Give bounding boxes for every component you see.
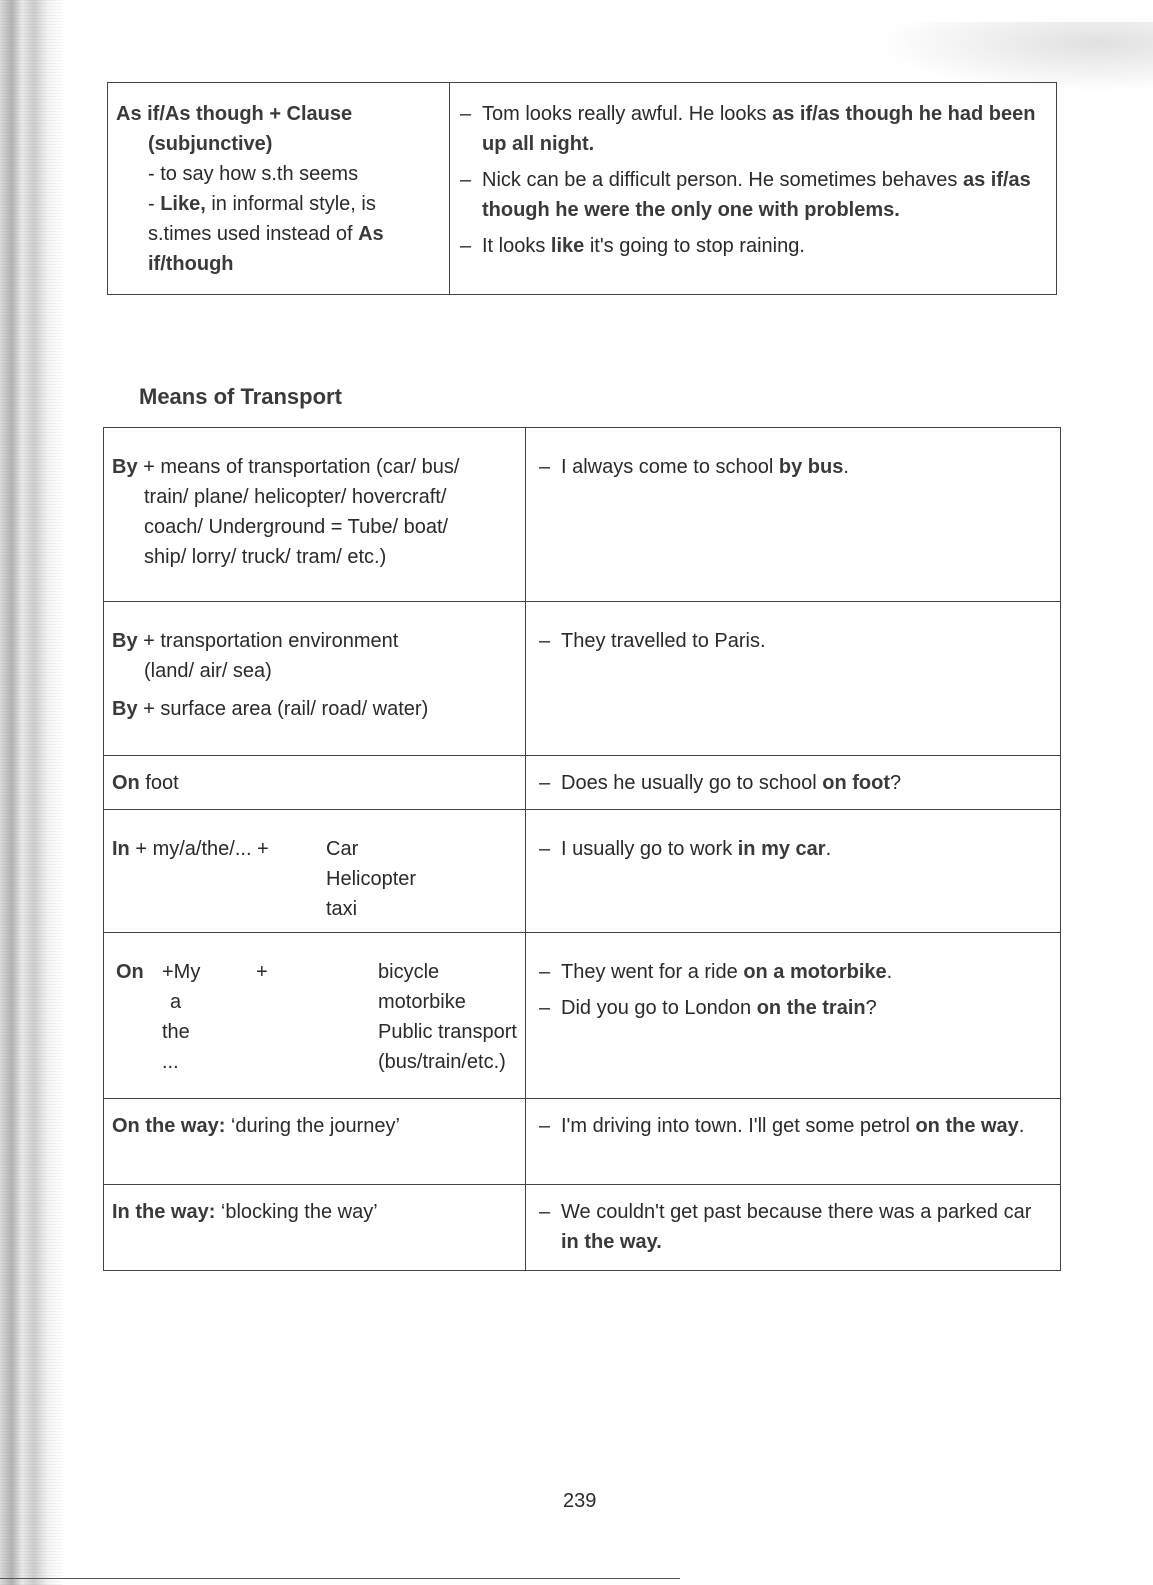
rule-line: s.times used instead of As (148, 223, 384, 245)
example-sentence: – We couldn't get past because there was a parked car in the way. (539, 1201, 1032, 1253)
table-row (108, 83, 1057, 295)
table-row (104, 756, 1061, 810)
transport-table (103, 427, 1061, 1271)
rule-subtitle: (subjunctive) (148, 133, 273, 155)
scan-binding-shadow (0, 0, 62, 1585)
rule-line: - Like, in informal style, is (148, 193, 376, 215)
rule-cell (108, 83, 450, 295)
rule-cell: On +My + bicycle a motorbike the Public transport ... (bus/train/etc.) (104, 933, 526, 1099)
table-row (104, 933, 1061, 1099)
as-if-table (107, 82, 1057, 295)
rule-line: - to say how s.th seems (148, 163, 359, 185)
section-title: Means of Transport (139, 384, 342, 409)
page-number: 239 (563, 1490, 597, 1512)
rule-cell: On foot (104, 756, 526, 810)
rule-cell: On the way: ‘during the journey’ (104, 1099, 526, 1185)
rule-line: if/though (148, 253, 234, 275)
table-row (104, 428, 1061, 602)
example-sentence: – Did you go to London on the train? (539, 997, 877, 1019)
examples-cell (450, 83, 1057, 295)
table-row (104, 1099, 1061, 1185)
example-sentence: – Tom looks really awful. He looks as if/as though he had been up all night. (460, 103, 1036, 155)
example-sentence: – Nick can be a difficult person. He sometimes behaves as if/as though he were the only one with problems. (460, 169, 1031, 221)
example-sentence: – I always come to school by bus. (539, 456, 849, 478)
examples-cell (526, 810, 1061, 933)
example-sentence: – I'm driving into town. I'll get some petrol on the way. (539, 1115, 1025, 1137)
examples-cell (526, 602, 1061, 756)
example-sentence: – It looks like it's going to stop raining. (460, 235, 805, 257)
example-sentence: – I usually go to work in my car. (539, 838, 832, 860)
example-sentence: – They travelled to Paris. (539, 630, 766, 652)
table-row (104, 810, 1061, 933)
rule-cell: By + means of transportation (car/ bus/ train/ plane/ helicopter/ hovercraft/ coach/ Underground = Tube/ boat/ ship/ lorry/ truck/ tram/ etc.) (104, 428, 526, 602)
rule-cell: In the way: ‘blocking the way’ (104, 1185, 526, 1271)
examples-cell (526, 1099, 1061, 1185)
examples-cell (526, 428, 1061, 602)
examples-cell (526, 933, 1061, 1099)
rule-cell: In + my/a/the/... + Car Helicopter taxi (104, 810, 526, 933)
example-sentence: – They went for a ride on a motorbike. (539, 961, 893, 983)
rule-cell: By + transportation environment (land/ air/ sea) By + surface area (rail/ road/ water) (104, 602, 526, 756)
scan-edge-line (0, 1578, 680, 1579)
table-row (104, 602, 1061, 756)
rule-title: As if/As though + Clause (116, 103, 353, 125)
examples-cell (526, 756, 1061, 810)
table-row (104, 1185, 1061, 1271)
example-sentence: – Does he usually go to school on foot? (539, 772, 902, 794)
examples-cell (526, 1185, 1061, 1271)
